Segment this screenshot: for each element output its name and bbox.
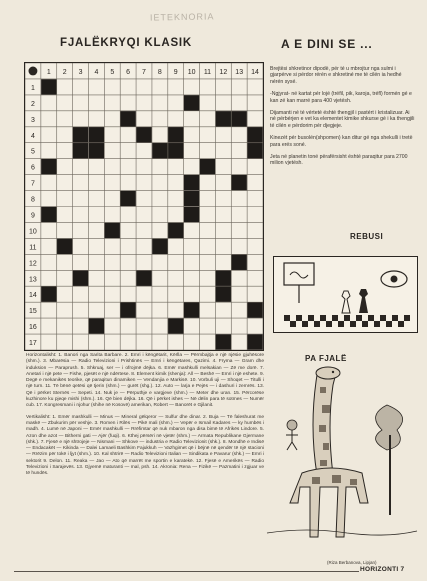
rebus-title: REBUSI: [350, 232, 384, 241]
corner-apple-icon: [28, 67, 37, 76]
column-number: 2: [62, 68, 67, 76]
black-cell: [184, 207, 199, 222]
black-cell: [232, 255, 247, 270]
black-cell: [247, 334, 262, 349]
column-number: 4: [94, 68, 99, 76]
black-cell: [200, 159, 215, 174]
row-number: 12: [29, 260, 37, 268]
black-cell: [216, 111, 231, 126]
column-number: 11: [203, 68, 212, 76]
fact-paragraph: Brejtësi shkretinor dipodë, pér té u mbrojtur nga sulmi i gjarpérve si pérdor rérén e shkretiné me té cilén ia hedhé nérén sysé.: [270, 66, 402, 85]
row-number: 8: [30, 196, 35, 204]
row-number: 13: [29, 276, 37, 284]
giraffe-cartoon: [262, 365, 422, 560]
row-number: 11: [29, 244, 37, 252]
black-cell: [121, 302, 136, 317]
black-cell: [41, 79, 56, 94]
black-cell: [41, 287, 56, 302]
row-number: 2: [30, 100, 35, 108]
black-cell: [168, 127, 183, 142]
row-number: 17: [29, 340, 37, 348]
black-cell: [232, 111, 247, 126]
crossword-title: FJALËKRYQI KLASIK: [60, 37, 193, 49]
footer-rule: [14, 571, 359, 572]
black-cell: [184, 175, 199, 190]
page-footer: HORIZONTI 7: [360, 566, 405, 573]
fact-paragraph: Jeta né planetin toné përafërsisht éshté paraqitur para 2700 milion vjetésh.: [270, 154, 408, 167]
black-cell: [152, 143, 167, 158]
black-cell: [136, 271, 151, 286]
column-number: 7: [142, 68, 146, 76]
vertical-clues: Vertikalisht: 1. Emër mashkulli — Minus — Mineral gëlqeror — Sulfur dhe dinar. 2. Buja — Të faleshurat me maskë — Zbukurim për veshje. 3. Romen i Rilës — Pikë mali (shm.) — Vepër e Ismail Kadares — ky humbës i madh. 4. Lumë në Japoni — Emër mashkulli — Rrëfimtar që nuk mbaron nga disa bimë të Afrikës Lindore. 5. Azon dhe azot — Bitherni gati — Ajër (fuqi). 6. Kthej përsëri në vjetër (shm.) — Armata Republikane Gjermane (shk.). 7. Fjesë e një shtrojeje — Nismani — Shkove — industria e Radio Televizionit (shk.). 8. Mondhë e Indisë — Endacakët — Kikinda — Dalei Lamaeli Bashkim Fajukkuh — Vazhgimet që i bëjnë në qendër të një stacioni — Rrëzim për tokë i ljyt (shm.). 10. Kal shtrirë — Radio Televizioni Italian — Sindikata e Pavarur (shk.) — Emri i sektorit 9. Delon. 11. Reaka — Jao — Ato që marrët me sportin e karatekë. 12. Fjesë e Amerikës — Radio Televizioni i Sarajevës. 13. Gjyemë maturanti — mal, psh. 14. Akronia: Rena — Fizikë — Pazmatini i zgjuar ve të hundës.: [26, 414, 264, 477]
fact-paragraph: -Ngjyrat- né kartat pér lojé (tréfil, pik, karoja, tréfl) formén gé e kan zé kan marré para 400 vjetésh.: [270, 91, 412, 104]
black-cell: [247, 127, 262, 142]
black-cell: [89, 127, 104, 142]
faded-header-text: IETEKNORIA: [149, 11, 215, 23]
black-cell: [168, 143, 183, 158]
row-number: 4: [30, 132, 35, 140]
black-cell: [232, 175, 247, 190]
black-cell: [136, 127, 151, 142]
black-cell: [184, 95, 199, 110]
rebus-illustration: [274, 257, 417, 332]
crossword-grid: [24, 62, 264, 351]
column-number: 6: [126, 68, 131, 76]
row-number: 10: [29, 228, 37, 236]
black-cell: [168, 223, 183, 238]
black-cell: [73, 143, 88, 158]
black-cell: [41, 159, 56, 174]
black-cell: [73, 271, 88, 286]
facts-title: A E DINI SE ...: [281, 37, 373, 51]
black-cell: [121, 111, 136, 126]
horizontal-clues: Horizontalisht: 1. Banori nga Sarita Barbare. 2. Emri i këngëtarit, Kërlla — Përmbajtja e një njësie gjuhësore (shm.). 3. Mbarësia — Radio Televizioni i Prishtinës — Emri i këngëtares, Qazimi. 4. Fryma — Gram dhe induksion — Paraprush. 5. Shkruaj, ser — i ofrojmë dëjka. 6. Emër mashkulli melsakian — Zë me dorë. 7. Anetari i një pete — Fishe, pjesët e një ndërtese. 8. Element kimik (shenja): All — Beshë — Emri i një eshete. 9. Degë e mekanikës teorike, që paraqitun dinamiken — Vendanjia e Markisë. 10. Vorbuli uji — Shoqet — Titulli i një turn. 11. Të bënë qetësi që tjerin (shm.) — gurët (shg.). 12. Auto — larja e Pejës — i dashuri i zemrës. 13. Që i përket Sternës — Sepeti. 14. Nuk je — Përputhje e vargjeve (shm.) — Meter dhe uran. 15. Përcorëse kuzhinore ku pjeqe mishi (shm.). 16. Që bien dëjka. 16. Që i përket ishes — Në dëlin para të sotmes — Numër cub. 17. Kongresmani i njohur (shihe në Kosovë) amerikan, Robert — Banorët e Gjilanit.: [26, 353, 264, 409]
fact-paragraph: Kinezét pér busolén(shpomen) kan ditur gé nga shekulli i tretë para erés soné.: [270, 135, 413, 148]
column-number: 9: [173, 68, 178, 76]
fact-paragraph: Dijamanti né té vérteté éshté thengjil i pastért i kristalizuar. Ai né pérbérjen e vet ka elementet kimike shkurse gé i ka thengjili té cilén e pérdorim pér djegjeje.: [270, 110, 415, 129]
black-cell: [247, 302, 262, 317]
column-number: 14: [251, 68, 259, 76]
black-cell: [73, 127, 88, 142]
author-credit: (Riza Berbanova, Lipjan): [327, 560, 377, 565]
black-cell: [168, 318, 183, 333]
row-number: 16: [29, 324, 37, 332]
column-number: 5: [110, 68, 115, 76]
row-number: 9: [30, 212, 35, 220]
black-cell: [216, 334, 231, 349]
crossword-svg: [25, 63, 263, 350]
rebus-picture: [273, 256, 418, 333]
column-number: 3: [78, 68, 83, 76]
row-number: 1: [30, 84, 35, 92]
black-cell: [184, 191, 199, 206]
crossword-clues: [26, 353, 264, 483]
black-cell: [247, 143, 262, 158]
giraffe-illustration: [262, 365, 422, 560]
black-cell: [89, 143, 104, 158]
column-number: 13: [235, 68, 244, 76]
row-number: 14: [29, 292, 37, 300]
row-number: 7: [30, 180, 35, 188]
black-cell: [184, 302, 199, 317]
row-number: 6: [30, 164, 35, 172]
row-number: 5: [30, 148, 35, 156]
column-number: 12: [219, 68, 228, 76]
no-words-title: PA FJALË: [305, 354, 347, 363]
black-cell: [89, 318, 104, 333]
black-cell: [105, 223, 120, 238]
black-cell: [41, 207, 56, 222]
column-number: 1: [46, 68, 51, 76]
column-number: 8: [157, 68, 162, 76]
black-cell: [152, 239, 167, 254]
column-number: 10: [187, 68, 196, 76]
facts-column: [270, 66, 415, 173]
row-number: 3: [30, 116, 35, 124]
black-cell: [121, 191, 136, 206]
row-number: 15: [29, 308, 37, 316]
black-cell: [57, 239, 72, 254]
black-cell: [216, 287, 231, 302]
black-cell: [216, 271, 231, 286]
